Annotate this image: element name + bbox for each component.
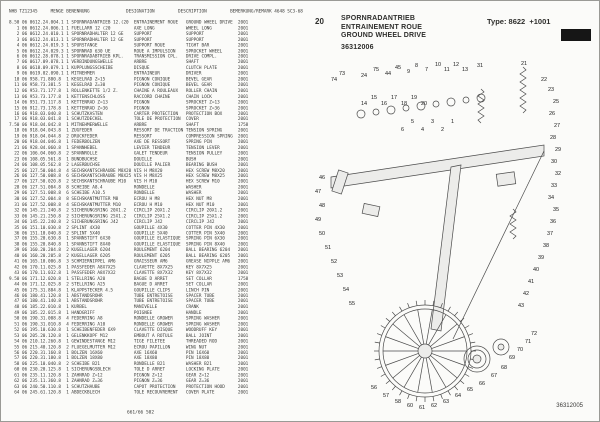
table-row: 35 06 151.10.030.8 2 SPLINT 4X30 GOUPILLE 4X30 COTTER PIN 4X30 2001 xyxy=(9,224,249,230)
table-row: 56 06 220.31.160.8 1 BOLZEN 16X60 AXE 16X60 PIN 16X60 2001 xyxy=(9,350,249,356)
callout-number: 74 xyxy=(331,77,338,83)
table-row: 13 06 953.73.177.8 1 KETTENSCHLOSS RACCORD CHAINE CHAIN LOCK 2001 xyxy=(9,94,249,100)
table-row: 31 06 127.52.008.8 4 SECHSKANTMUTTER M10 ECROU H M10 HEX NUT M10 2001 xyxy=(9,202,249,208)
callout-number: 31 xyxy=(477,63,484,69)
title-en: GROUND WHEEL DRIVE xyxy=(341,32,427,39)
callout-number: 23 xyxy=(548,87,555,93)
table-row: 2 06 0612.24.010.1 1 SPORNRADHALTER 12 GE SUPPORT SUPPORT 2001 xyxy=(9,31,249,37)
table-row: 39 06 160.20.204.8 2 KUGELLAGER 6204 ROULEMENT 6204 BALL BEARING 6204 2001 xyxy=(9,247,249,253)
callout-number: 40 xyxy=(533,267,540,273)
table-row: 24 06 108.05.562.8 2 LAGERBUCHSE DOUILLE PALIER BEARING BUSH 2001 xyxy=(9,162,249,168)
callout-number: 75 xyxy=(373,67,380,73)
callout-number: 4 xyxy=(421,127,425,133)
callout-number: 21 xyxy=(521,61,528,67)
bracket-plate xyxy=(362,203,380,216)
callout-number: 8 xyxy=(415,63,419,69)
table-row: 1 06 0612.24.006.1 1 FUELLARR 12 (20 AXE LONG WHEEL LONG 2001 xyxy=(9,25,249,31)
callout-number: 68 xyxy=(501,365,508,371)
table-row: 27 06 127.50.020.8 2 SECHSKANTSCHRAUBE M10 VIS H M10 HEX SCREW M10 2001 xyxy=(9,179,249,185)
callout-number: 30 xyxy=(551,159,558,165)
table-row: 26 06 127.50.008.8 6 SECHSKANTSCHRAUBE M8X25 VIS H M8X25 HEX SCREW M8X25 2001 xyxy=(9,173,249,179)
callout-number: 45 xyxy=(395,65,402,71)
page-number: 20 xyxy=(315,17,324,26)
callout-number: 48 xyxy=(319,203,326,209)
table-row: 6 06 0612.28.078.1 1 SPORNRADABTRIEB KPL. TRANSMISSION CPL. DRIVE COMPL. 2001 xyxy=(9,54,249,60)
callout-number: 36 xyxy=(550,219,557,225)
table-row: 22 06 106.04.060.8 2 SPANNROLLE GALET TENDEUR TENSION PULLEY 2001 xyxy=(9,150,249,156)
callout-number: 41 xyxy=(528,279,535,285)
callout-number: 15 xyxy=(371,95,378,101)
table-row: 57 06 220.31.180.8 1 BOLZEN 18X80 AXE 18X80 PIN 18X80 2001 xyxy=(9,355,249,361)
callout-number: 9 xyxy=(407,69,411,75)
table-row: 62 06 235.11.360.8 1 ZAHNRAD Z=36 PIGNON Z=36 GEAR Z=36 2001 xyxy=(9,378,249,384)
callout-number: 47 xyxy=(315,189,322,195)
callout-number: 2 xyxy=(441,127,445,133)
callout-numbers xyxy=(315,61,561,411)
table-row: 54 06 210.12.260.8 1 GEWINDESTANGE M12 TIGE FILETEE THREADED ROD 2001 xyxy=(9,338,249,344)
tension-spring-lower xyxy=(510,209,516,239)
table-row: 21 06 928.04.060.8 1 SPANNHEBEL LEVIER TENDEUR TENSION LEVER 2001 xyxy=(9,145,249,151)
type-label: Type: 8622 +1001 xyxy=(487,17,551,26)
table-row: 41 06 165.10.006.8 3 SCHMIERNIPPEL AM6 GRAISSEUR AM6 GREASE NIPPLE AM6 2001 xyxy=(9,259,249,265)
callout-number: 24 xyxy=(361,73,368,79)
callout-number: 3 xyxy=(431,119,435,125)
table-row: 9 06 0619.02.090.1 1 MITNEHMER ENTRAINEUR DRIVER 2001 xyxy=(9,71,249,77)
callout-number: 33 xyxy=(551,183,558,189)
callout-number: 39 xyxy=(538,255,545,261)
callout-number: 14 xyxy=(361,101,368,107)
callout-number: 37 xyxy=(547,231,554,237)
table-row: 44 06 171.12.025.8 2 STELLRING A25 BAGUE D ARRET SET COLLAR 2001 xyxy=(9,281,249,287)
callout-number: 63 xyxy=(443,399,450,405)
diagram-page xyxy=(301,7,595,417)
table-row: 34 06 145.22.240.8 2 SICHERUNGSRING J42 CIRCLIP J42 CIRCLIP J42 2001 xyxy=(9,219,249,225)
table-row: 16 06 918.03.040.8 1 SCHUTZKASTEN CARTER PROTECTION PROTECTION BOX 2001 xyxy=(9,111,249,117)
callout-number: 7 xyxy=(425,67,429,73)
table-row: 53 06 205.20.120.8 1 GELENKKOPF M12 EMBOUT A ROTULE BALL JOINT 2001 xyxy=(9,333,249,339)
callout-number: 10 xyxy=(435,62,442,68)
corner-index-tab xyxy=(561,29,591,41)
drawing-number-small: 36312005 xyxy=(556,403,583,409)
callout-number: 22 xyxy=(541,77,548,83)
callout-number: 16 xyxy=(381,101,388,107)
table-row: 61 06 235.11.120.8 1 ZAHNRAD Z=12 PIGNON Z=12 GEAR Z=12 2001 xyxy=(9,372,249,378)
callout-number: 73 xyxy=(339,71,346,77)
callout-number: 46 xyxy=(319,175,326,181)
callout-number: 65 xyxy=(467,387,474,393)
callout-number: 53 xyxy=(337,273,344,279)
table-row: 52 06 195.10.630.8 1 SCHEIBENFEDER 6X9 CLAVETTE DISQUE WOODRUFF KEY 2001 xyxy=(9,327,249,333)
table-row: 47 06 180.41.140.8 1 ABSTANDSROHR TUBE ENTRETOISE SPACER TUBE 2001 xyxy=(9,298,249,304)
callout-number: 28 xyxy=(550,135,557,141)
title-de: SPORNRADANTRIEB xyxy=(341,15,416,22)
table-row: 37 06 155.20.630.8 1 SPANNSTIFT 6X30 GOUPILLE ELASTIQUE SPRING PIN 6X30 2001 xyxy=(9,236,249,242)
callout-number: 1 xyxy=(451,119,455,125)
callout-number: 69 xyxy=(509,355,516,361)
table-row: 55 06 215.40.120.8 2 FLUEGELMUTTER M12 ECROU PAPILLON WING NUT 2001 xyxy=(9,344,249,350)
callout-number: 32 xyxy=(555,171,562,177)
callout-number: 20 xyxy=(421,101,428,107)
table-row: 7 06 0617.09.078.1 1 VERBINDUNGSWELLE ARBRE SHAFT 2001 xyxy=(9,59,249,65)
callout-number: 19 xyxy=(411,95,418,101)
callout-number: 67 xyxy=(491,373,498,379)
callout-number: 70 xyxy=(517,347,524,353)
callout-number: 43 xyxy=(518,303,525,309)
table-row: 38 06 155.20.840.8 1 SPANNSTIFT 8X40 GOUPILLE ELASTIQUE SPRING PIN 8X40 2001 xyxy=(9,242,249,248)
table-row: 10 06 958.71.880.8 1 KEGELRAD Z=15 PIGNON CONIQUE BEVEL GEAR 2001 xyxy=(9,76,249,82)
callout-number: 71 xyxy=(525,339,532,345)
title-fr: ENTRAINEMENT ROUE xyxy=(341,23,423,31)
table-row: 36 06 151.10.040.8 2 SPLINT 5X40 GOUPILLE 5X40 COTTER PIN 5X40 2001 xyxy=(9,230,249,236)
table-row: 8 06 0618.09.079.1 1 KUPPLUNGSSCHEIBE DISQUE CLUTCH PLATE 2001 xyxy=(9,65,249,71)
callout-number: 60 xyxy=(407,403,414,409)
parts-table-header: NHB TZ12345 MENGE BENENNUNG DESIGNATION DESCRIPTION BEMERKUNG/REMARK 4648 SC3-68 xyxy=(9,9,303,15)
callout-number: 18 xyxy=(401,101,408,107)
callout-number: 57 xyxy=(383,393,390,399)
parts-list-page xyxy=(7,7,303,417)
table-row: 58 06 225.10.040.8 2 SCHEIBE B21 RONDELLE B21 WASHER B21 2001 xyxy=(9,361,249,367)
table-row: 23 06 108.05.561.8 1 BUNDBUCHSE DOUILLE BUSH 2001 xyxy=(9,156,249,162)
table-row: 20 06 918.04.046.8 1 FEDERBOLZEN AXE DE RESSORT SPRING PIN 2001 xyxy=(9,139,249,145)
callout-number: 44 xyxy=(385,71,392,77)
table-row: 60 06 230.20.125.8 1 SICHERUNGSBLECH TOLE D ARRET LOCKING PLATE 2001 xyxy=(9,367,249,373)
exploded-diagram xyxy=(301,59,595,411)
callout-number: 66 xyxy=(479,381,486,387)
table-row: 3 06 0612.24.013.1 1 SPORNRADHALTER 12 GE SUPPORT SUPPORT 2001 xyxy=(9,37,249,43)
table-row: 29 06 127.51.008.8 6 SCHEIBE A10.5 RONDELLE WASHER 2001 xyxy=(9,190,249,196)
table-row: 12 06 953.71.177.8 1 ROLLENKETTE 1/2 Z. CHAINE A ROULEAUX ROLLER CHAIN 2001 xyxy=(9,88,249,94)
table-row: 4 06 0612.24.019.3 1 SPURSTANGE SUPPORT ROUE TIGHT BAR 2001 xyxy=(9,42,249,48)
table-row: 33 06 145.21.250.8 2 SICHERUNGSRING 25X1.2 CIRCLIP 25X1.2 CIRCLIP 25X1.2 2001 xyxy=(9,213,249,219)
table-row: 30 06 127.52.004.8 8 SECHSKANTMUTTER M8 ECROU H M8 HEX NUT M8 2001 xyxy=(9,196,249,202)
callout-number: 27 xyxy=(554,123,561,129)
table-row: 63 06 240.50.110.8 1 SCHUTZHAUBE CAPOT PROTECTION PROTECTION HOOD 2001 xyxy=(9,384,249,390)
callout-number: 50 xyxy=(319,231,326,237)
callout-number: 29 xyxy=(555,147,562,153)
table-row: 50 06 190.31.008.8 4 FEDERRING A8 RONDELLE GROWER SPRING WASHER 2001 xyxy=(9,316,249,322)
callout-number: 12 xyxy=(453,62,460,68)
table-row: 14 06 951.73.117.8 1 KETTENRAD Z=13 PIGNON SPROCKET Z=13 2001 xyxy=(9,99,249,105)
callout-number: 58 xyxy=(395,399,402,405)
table-row: 18 06 918.04.043.8 1 ZUGFEDER RESSORT DE TRACTION TENSION SPRING 2001 xyxy=(9,128,249,134)
callout-number: 34 xyxy=(548,195,555,201)
callout-number: 6 xyxy=(401,127,405,133)
table-row: 5 06 0612.24.029.3 1 SPORNRAD 630 UE ROUE A IMPULSION SPROCKET WHEEL 2001 xyxy=(9,48,249,54)
callout-number: 61 xyxy=(419,405,426,411)
table-row: 48 06 185.22.010.8 1 KURBEL MANIVELLE CRANK 2001 xyxy=(9,304,249,310)
table-row: 7.50 06 918.04.042.8 1 MITNEHMERWELLE ARBRE SHAFT 1758 xyxy=(9,122,249,128)
drawing-number: 36312006 xyxy=(341,43,374,51)
tension-spring-upper xyxy=(520,67,526,113)
parts-table-body xyxy=(9,20,299,396)
table-row: 49 06 185.22.015.8 1 HANDGRIFF POIGNEE HANDLE 2001 xyxy=(9,310,249,316)
callout-number: 5 xyxy=(411,119,415,125)
callout-number: 55 xyxy=(349,301,356,307)
callout-number: 51 xyxy=(325,245,332,251)
page-footer-code: 661/66 502 xyxy=(127,409,155,415)
table-row: 46 06 180.41.120.8 1 ABSTANDSROHR TUBE ENTRETOISE SPACER TUBE 2001 xyxy=(9,293,249,299)
table-row: 51 06 190.31.010.8 4 FEDERRING A10 RONDELLE GROWER SPRING WASHER 2001 xyxy=(9,321,249,327)
table-row: 45 06 175.31.884.8 1 KLAPPSTECKER 4.5 GOUPILLE CLIPS LINCH PIN 2001 xyxy=(9,287,249,293)
table-row: 28 06 127.51.004.8 8 SCHEIBE A8.4 RONDELLE WASHER 2001 xyxy=(9,185,249,191)
callout-number: 11 xyxy=(444,67,450,73)
table-row: 17 06 918.03.041.8 1 SCHUTZDECKEL TOLE DE PROTECTION COVER 2001 xyxy=(9,116,249,122)
callout-number: 35 xyxy=(553,207,560,213)
diagram-title-block xyxy=(341,15,426,52)
callout-number: 49 xyxy=(315,217,322,223)
table-row: 40 06 160.20.205.8 2 KUGELLAGER 6205 ROULEMENT 6205 BALL BEARING 6205 2001 xyxy=(9,253,249,259)
table-row: 9.50 06 171.12.020.8 1 STELLRING A20 BAGUE D ARRET SET COLLAR 1758 xyxy=(9,276,249,282)
spoked-ground-wheel xyxy=(374,300,476,402)
callout-number: 42 xyxy=(523,291,530,297)
callout-number: 54 xyxy=(343,287,350,293)
table-row: 43 06 170.11.032.8 1 PASSFEDER A8X7X32 CLAVETTE 8X7X32 KEY 8X7X32 2001 xyxy=(9,270,249,276)
callout-number: 38 xyxy=(543,243,550,249)
table-row: 15 06 912.73.178.8 1 KETTENRAD Z=36 PIGNON SPROCKET Z=36 2001 xyxy=(9,105,249,111)
callout-number: 25 xyxy=(553,99,560,105)
callout-number: 62 xyxy=(431,403,438,409)
callout-number: 56 xyxy=(371,385,378,391)
callout-number: 26 xyxy=(549,111,556,117)
callout-number: 17 xyxy=(391,95,398,101)
table-row: 32 06 145.21.240.8 2 SICHERUNGSRING 20X1.2 CIRCLIP 20X1.2 CIRCLIP 20X1.2 2001 xyxy=(9,207,249,213)
bearing-plate xyxy=(496,172,515,186)
table-row: 64 06 245.61.120.8 1 ABDECKBLECH TOLE RECOUVREMENT COVER PLATE 2001 xyxy=(9,390,249,396)
table-row: 8.50 06 0612.24.004.1 1 SPORNRADANTRIEB 12.(20 ENTRAINEMENT ROUE GROUND WHEEL DRIVE 2001 xyxy=(9,20,249,26)
table-row: 42 06 170.11.025.8 1 PASSFEDER A8X7X25 CLAVETTE 8X7X25 KEY 8X7X25 2001 xyxy=(9,264,249,270)
callout-number: 72 xyxy=(531,331,538,337)
callout-number: 13 xyxy=(462,67,469,73)
table-row: 19 06 918.04.044.8 2 DRUCKFEDER RESSORT COMPRESSION SPRING 2001 xyxy=(9,133,249,139)
table-row: 11 06 958.73.381.5 1 KEGELRAD Z=30 PIGNON CONIQUE BEVEL GEAR 2001 xyxy=(9,82,249,88)
callout-number: 64 xyxy=(455,393,462,399)
callout-number: 52 xyxy=(331,259,338,265)
table-row: 25 06 127.50.004.8 4 SECHSKANTSCHRAUBE M8X20 VIS H M8X20 HEX SCREW M8X20 2001 xyxy=(9,168,249,174)
